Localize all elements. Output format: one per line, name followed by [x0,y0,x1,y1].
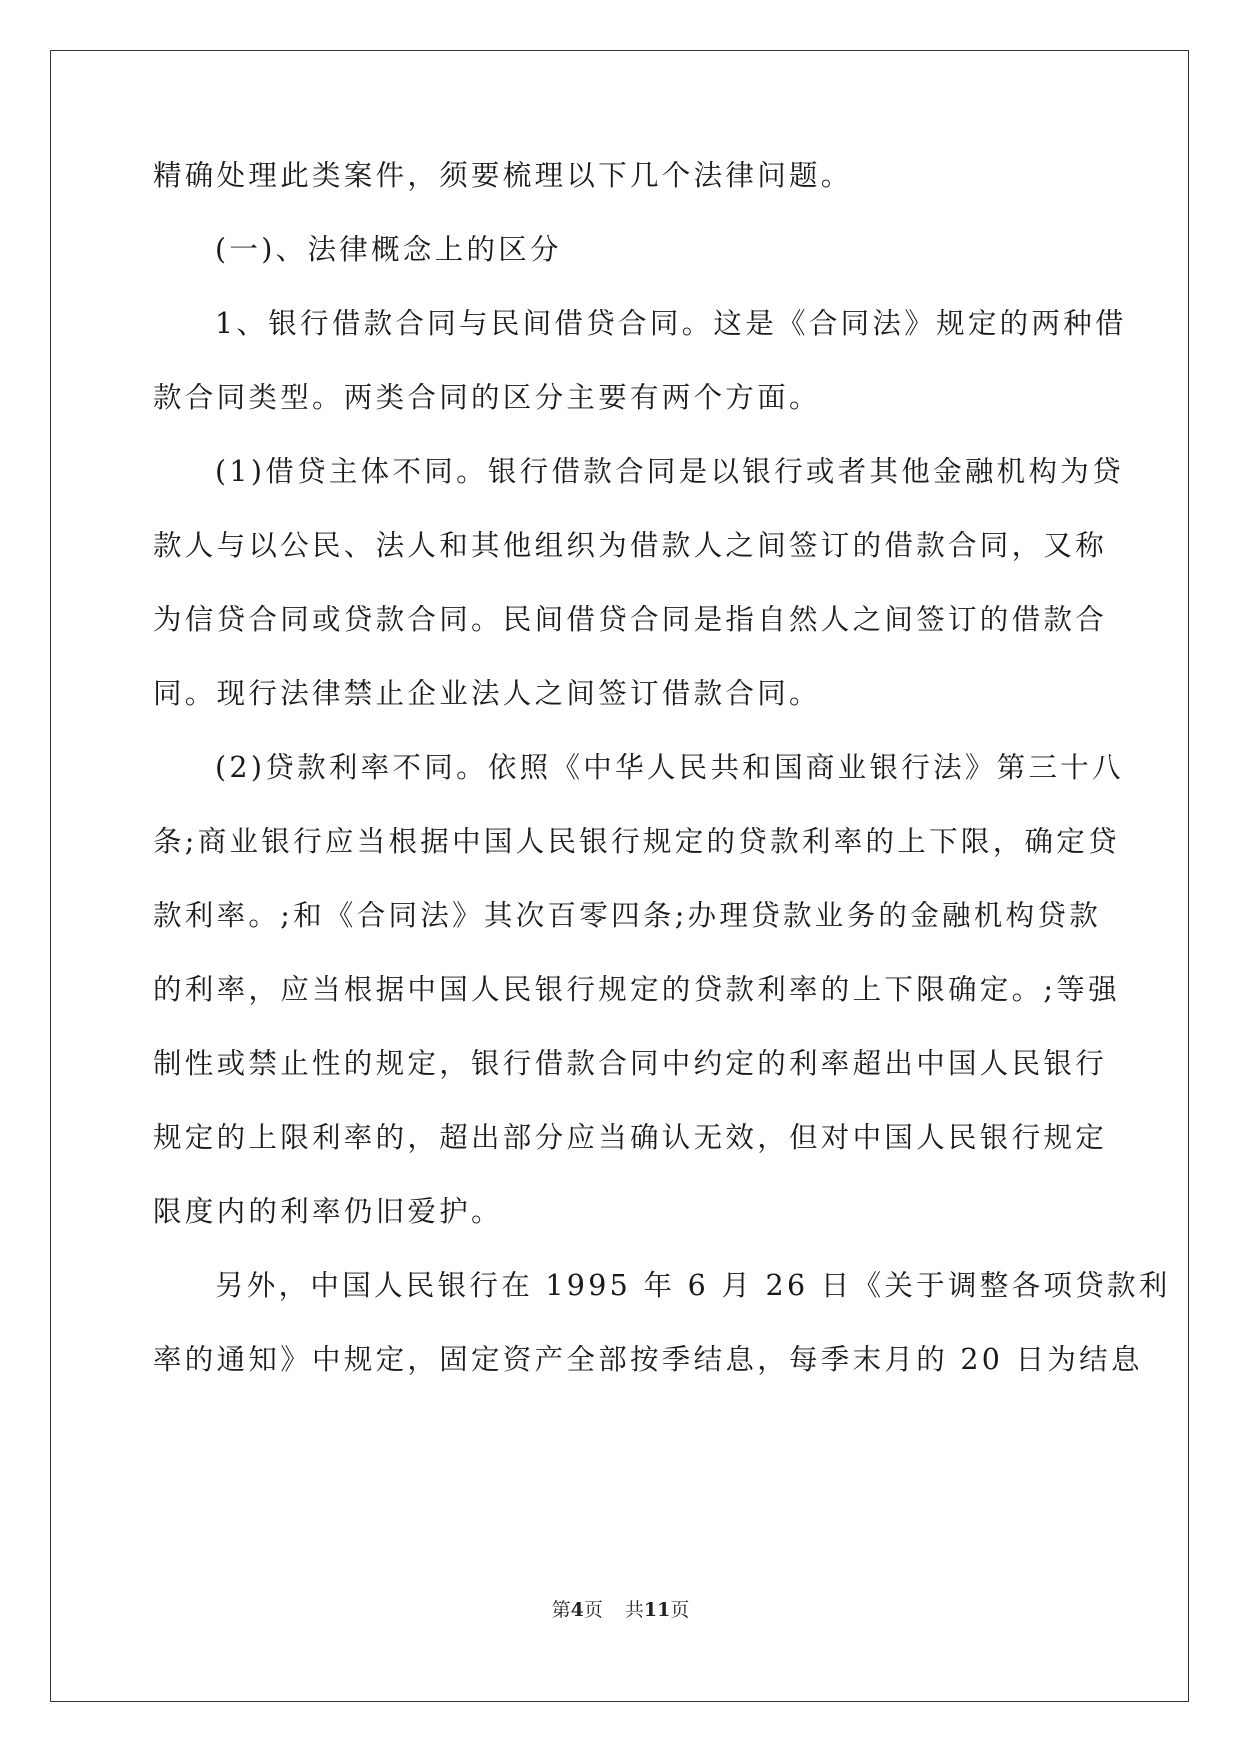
text-line: 另外，中国人民银行在 1995 年 6 月 26 日《关于调整各项贷款利 [215,1269,1171,1302]
page-suffix: 页 [583,1599,603,1621]
page-border [50,50,1189,1702]
text-line: 条;商业银行应当根据中国人民银行规定的贷款利率的上下限，确定贷 [153,825,1120,858]
text-line: 限度内的利率仍旧爱护。 [153,1195,503,1228]
total-suffix: 页 [670,1599,690,1621]
text-line: 率的通知》中规定，固定资产全部按季结息，每季末月的 20 日为结息 [153,1343,1143,1376]
text-line: (2)贷款利率不同。依照《中华人民共和国商业银行法》第三十八 [215,751,1124,784]
section-heading: (一)、法律概念上的区分 [215,233,562,266]
text-line: 款合同类型。两类合同的区分主要有两个方面。 [153,381,821,414]
text-line: 的利率，应当根据中国人民银行规定的贷款利率的上下限确定。;等强 [153,973,1120,1006]
text-line: 1、银行借款合同与民间借贷合同。这是《合同法》规定的两种借 [215,307,1127,340]
text-line: (1)借贷主体不同。银行借款合同是以银行或者其他金融机构为贷 [215,455,1124,488]
text-line: 规定的上限利率的，超出部分应当确认无效，但对中国人民银行规定 [153,1121,1108,1154]
text-line: 款人与以公民、法人和其他组织为借款人之间签订的借款合同，又称 [153,529,1108,562]
total-prefix: 共 [624,1599,644,1621]
page-footer [0,1597,1241,1623]
page-number: 4 [570,1599,584,1621]
text-line: 为信贷合同或贷款合同。民间借贷合同是指自然人之间签订的借款合 [153,603,1108,636]
page-prefix: 第 [551,1599,571,1621]
text-line: 同。现行法律禁止企业法人之间签订借款合同。 [153,677,821,710]
text-line: 制性或禁止性的规定，银行借款合同中约定的利率超出中国人民银行 [153,1047,1108,1080]
page-total: 11 [643,1599,671,1621]
text-line: 精确处理此类案件，须要梳理以下几个法律问题。 [153,159,853,192]
text-line: 款利率。;和《合同法》其次百零四条;办理贷款业务的金融机构贷款 [153,899,1102,932]
